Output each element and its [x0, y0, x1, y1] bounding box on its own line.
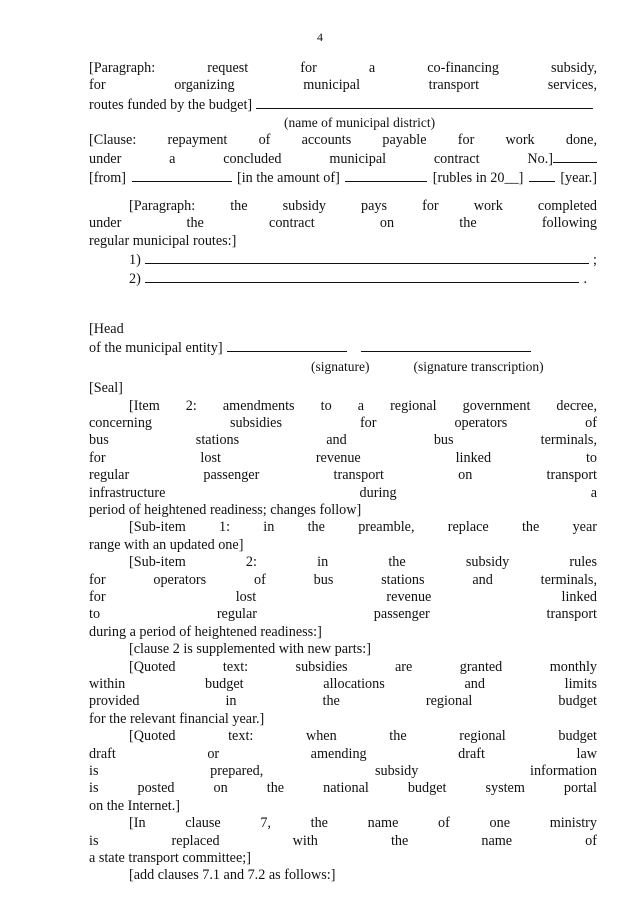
add-clauses-line: [add clauses 7.1 and 7.2 as follows:] [129, 867, 336, 884]
route-2-end: . [583, 271, 587, 288]
route-1-end: ; [593, 252, 597, 269]
block1-line-1: [Paragraph: request for a co-financing subsidy, [89, 60, 597, 76]
item2-line-6: infrastructure during a [89, 484, 597, 501]
subitem2-line-2: for operators of bus stations and terminals, [89, 571, 597, 588]
amount-blank [345, 168, 427, 182]
quote1-line-4: for the relevant financial year.] [89, 710, 265, 727]
block1-line-6 [89, 168, 597, 187]
clause2-intro: [clause 2 is supplemented with new parts:] [129, 641, 371, 658]
block1-line-5 [89, 149, 597, 168]
block2-line-3: regular municipal routes:] [89, 232, 237, 249]
caption-signature-decode: (signature transcription) [413, 358, 544, 374]
date-blank [132, 168, 232, 182]
clause7-line-3: a state transport committee;] [89, 850, 251, 867]
caption-signature: (signature) [311, 358, 370, 374]
block1-line-4: [Clause: repayment of accounts payable for work done, [89, 131, 597, 148]
route-line-2 [89, 269, 587, 288]
seal-label: [Seal] [89, 380, 123, 397]
subitem1-line-2: range with an updated one] [89, 536, 244, 553]
subitem2-line-3: for lost revenue linked [89, 588, 597, 605]
subitem2-line-4: to regular passenger transport [89, 606, 597, 623]
quote2-line-4: is posted on the national budget system portal [89, 780, 597, 797]
route-2-blank [145, 269, 580, 283]
caption-district: (name of municipal district) [284, 115, 436, 131]
block1-line-3 [89, 95, 597, 114]
signature-line [89, 338, 597, 357]
rubles-year-label: [rubles in 20__] [432, 170, 524, 187]
block2-line-2: under the contract on the following [89, 215, 597, 232]
signature-head-title: [Head [89, 320, 124, 337]
signature-decode-blank [361, 338, 531, 352]
district-blank [256, 95, 593, 109]
contract-number-blank [553, 149, 597, 163]
route-1-number: 1) [129, 252, 141, 269]
item2-line-1: [Item 2: amendments to a regional government decree, [129, 397, 597, 414]
quote1-line-2: within budget allocations and limits [89, 676, 597, 692]
page-number: 4 [317, 30, 323, 44]
quote2-line-1: [Quoted text: when the regional budget [129, 728, 597, 745]
signature-blank [227, 338, 347, 352]
route-line-1 [89, 250, 597, 269]
date-from-label: [from] [89, 170, 127, 187]
signature-org-label: of the municipal entity] [89, 340, 223, 357]
item2-line-2: concerning subsidies for operators of [89, 414, 597, 431]
block1-line-2: for organizing municipal transport services, [89, 77, 597, 94]
year-blank [529, 168, 555, 182]
quote1-line-1: [Quoted text: subsidies are granted monthly [129, 658, 597, 675]
block2-line-1: [Paragraph: the subsidy pays for work completed [129, 197, 597, 214]
route-1-blank [145, 250, 589, 264]
quote2-line-3: is prepared, subsidy information [89, 763, 597, 780]
clause7-line-1: [In clause 7, the name of one ministry [129, 815, 597, 832]
amount-label: [in the amount of] [236, 170, 340, 187]
route-2-number: 2) [129, 271, 141, 288]
subitem2-line-1: [Sub-item 2: in the subsidy rules [129, 554, 597, 571]
quote2-line-2: draft or amending draft law [89, 745, 597, 762]
item2-line-5: regular passenger transport on transport [89, 467, 597, 484]
block1-line-5-text: under a concluded municipal contract No.] [89, 151, 553, 168]
item2-line-4: for lost revenue linked to [89, 449, 597, 466]
subitem2-line-5: during a period of heightened readiness:] [89, 623, 322, 640]
quote2-line-5: on the Internet.] [89, 797, 180, 814]
quote1-line-3: provided in the regional budget [89, 693, 597, 710]
signature-captions [89, 358, 597, 375]
item2-line-7: period of heightened readiness; changes follow] [89, 501, 362, 518]
subitem1-line-1: [Sub-item 1: in the preamble, replace the year [129, 519, 597, 536]
document-body [89, 60, 597, 885]
item2-line-3: bus stations and bus terminals, [89, 432, 597, 449]
block1-line-3-text: routes funded by the budget] [89, 96, 253, 113]
year-label: [year.] [560, 170, 597, 187]
clause7-line-2: is replaced with the name of [89, 832, 597, 849]
